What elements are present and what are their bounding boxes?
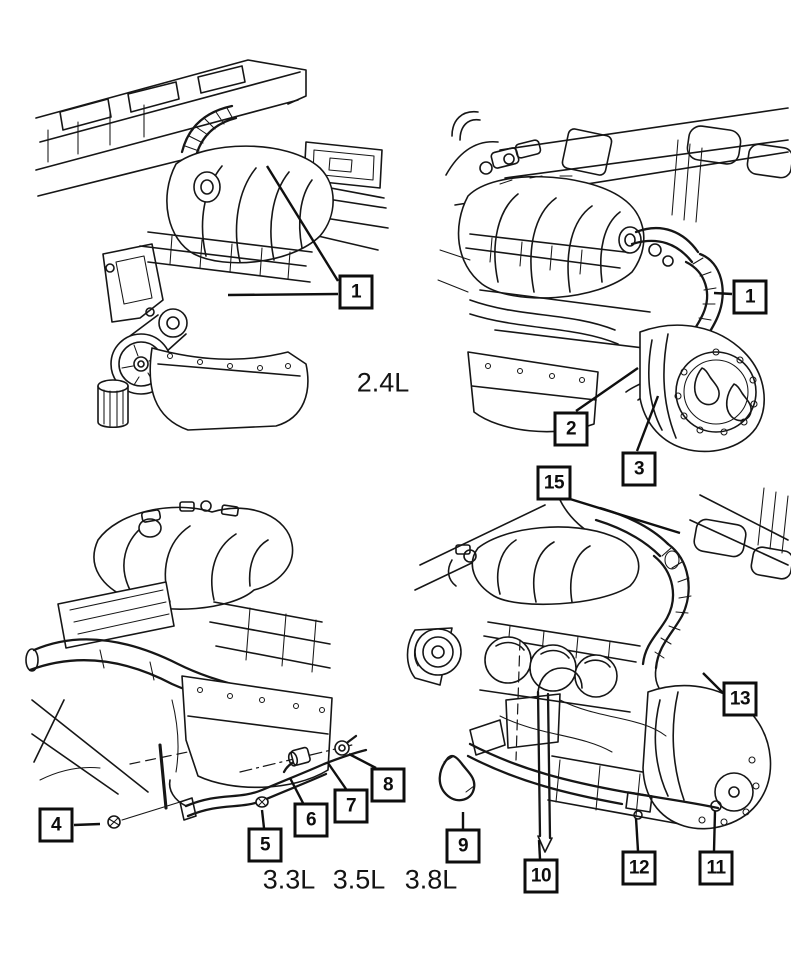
callout-10-bottom-right[interactable] xyxy=(524,859,559,894)
callout-15-bottom-right[interactable] xyxy=(537,466,572,501)
engine-illustration-bottom-right xyxy=(408,488,791,852)
callout-6-bottom-left[interactable] xyxy=(294,803,329,838)
engine-label-3-3L: 3.3L xyxy=(262,864,316,895)
callout-11-bottom-right[interactable] xyxy=(699,851,734,886)
callout-1-top-left[interactable] xyxy=(339,275,374,310)
callout-number: 6 xyxy=(305,809,317,831)
callout-number: 2 xyxy=(565,418,577,440)
leader-line-11-bottom-right xyxy=(714,811,715,851)
callout-number: 15 xyxy=(543,472,565,494)
callout-number: 8 xyxy=(382,774,394,796)
callout-1-top-right[interactable] xyxy=(733,280,768,315)
leader-line-1-top-right xyxy=(714,293,732,294)
callout-5-bottom-left[interactable] xyxy=(248,828,283,863)
callout-number: 13 xyxy=(729,688,751,710)
callout-number: 9 xyxy=(457,835,469,857)
callout-number: 1 xyxy=(350,281,362,303)
callout-number: 3 xyxy=(633,458,645,480)
leader-line-4-bottom-left xyxy=(74,824,100,825)
callout-13-bottom-right[interactable] xyxy=(723,682,758,717)
callout-9-bottom-right[interactable] xyxy=(446,829,481,864)
engine-illustration-top-left xyxy=(36,60,388,430)
leader-line-15-bottom-right xyxy=(570,499,680,533)
callout-number: 7 xyxy=(345,795,357,817)
callout-7-bottom-left[interactable] xyxy=(334,789,369,824)
callout-number: 12 xyxy=(628,857,650,879)
leader-line-10-bottom-right xyxy=(539,840,540,859)
engine-label-3-8L: 3.8L xyxy=(404,864,458,895)
callout-12-bottom-right[interactable] xyxy=(622,851,657,886)
leader-line-8-bottom-left xyxy=(349,754,376,768)
leader-line-12-bottom-right xyxy=(636,818,638,851)
callout-4-bottom-left[interactable] xyxy=(39,808,74,843)
leader-line-7-bottom-left xyxy=(328,763,346,789)
leader-line-1-top-left xyxy=(228,294,338,295)
callout-number: 4 xyxy=(50,814,62,836)
engine-label-2-4L: 2.4L xyxy=(356,367,410,398)
engine-illustration-bottom-left xyxy=(26,501,366,831)
callout-8-bottom-left[interactable] xyxy=(371,768,406,803)
engine-label-3-5L: 3.5L xyxy=(332,864,386,895)
callout-number: 11 xyxy=(706,857,726,879)
leader-line-5-bottom-left xyxy=(262,810,264,828)
callout-2-top-right[interactable] xyxy=(554,412,589,447)
callout-number: 10 xyxy=(530,865,552,887)
callout-number: 1 xyxy=(744,286,756,308)
callout-3-top-right[interactable] xyxy=(622,452,657,487)
callout-number: 5 xyxy=(259,834,271,856)
